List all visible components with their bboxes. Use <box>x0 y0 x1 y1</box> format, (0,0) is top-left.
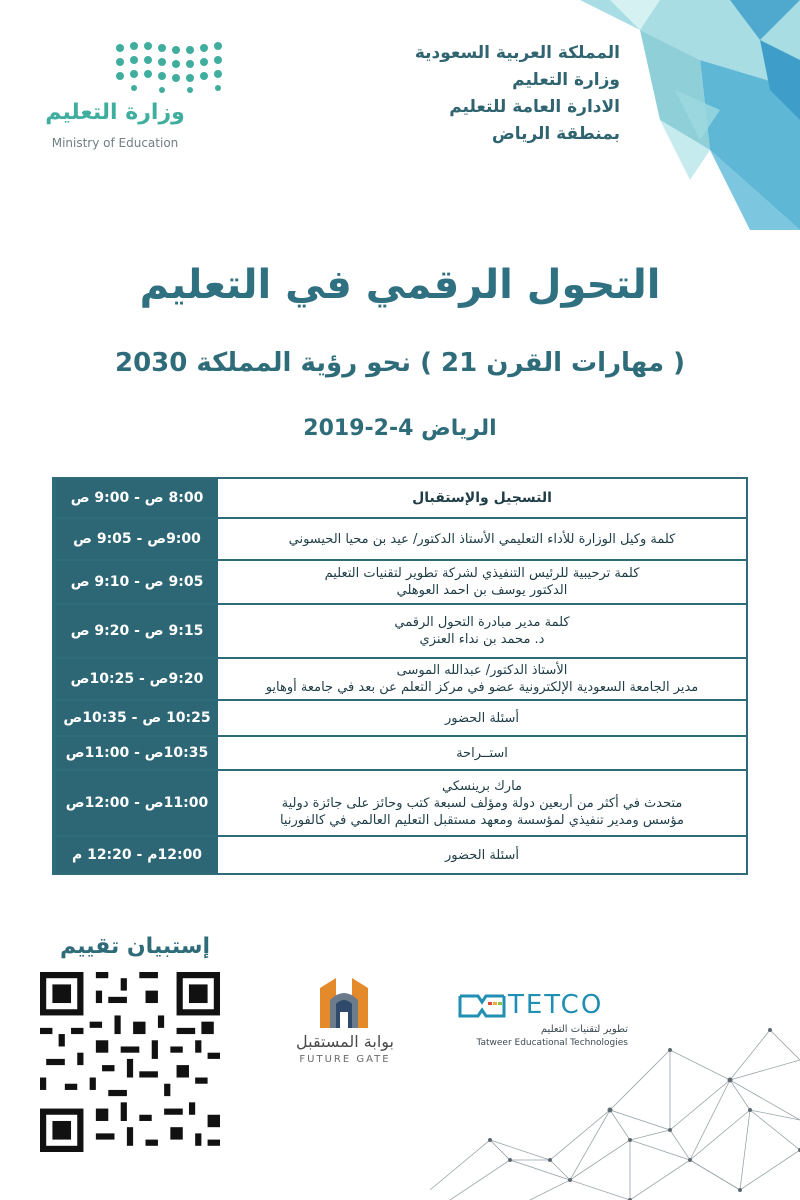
tetco-english: Tatweer Educational Technologies <box>476 1038 628 1048</box>
event-date: الرياض 4-2-2019 <box>303 416 497 441</box>
ministry-logo-english: Ministry of Education <box>51 136 179 150</box>
agenda-row <box>54 605 746 659</box>
agenda-description <box>218 701 746 735</box>
future-gate-logo <box>280 978 410 1073</box>
survey-label: إستبيان تقييم <box>59 934 211 959</box>
decorative-network-art <box>430 1020 800 1200</box>
future-gate-icon <box>316 978 372 1030</box>
agenda-line: كلمة وكيل الوزارة للأداء التعليمي الأستاذ الدكتور/ عيد بن محيا الحيسوني <box>288 531 676 547</box>
authority-line: وزارة التعليم <box>512 70 620 90</box>
agenda-time: 9:05 ص - 9:10 ص <box>54 561 218 603</box>
tetco-book-icon <box>458 992 506 1020</box>
agenda-time: 12:00م - 12:20 م <box>54 837 218 873</box>
agenda-row <box>54 659 746 701</box>
agenda-line: مدير الجامعة السعودية الإلكترونية عضو في مركز التعلم عن بعد في جامعة أوهايو <box>265 680 699 695</box>
agenda-line: د. محمد بن نداء العنزي <box>419 632 545 647</box>
agenda-time: 10:25 ص - 10:35ص <box>54 701 218 735</box>
future-gate-arabic: بوابة المستقبل <box>296 1032 394 1051</box>
agenda-row <box>54 479 746 519</box>
agenda-line: كلمة ترحيبية للرئيس التنفيذي لشركة تطوير لتقنيات التعليم <box>324 566 640 581</box>
agenda-row <box>54 561 746 605</box>
authority-line: بمنطقة الرياض <box>491 124 620 144</box>
agenda-row <box>54 771 746 837</box>
agenda-time: 9:00ص - 9:05 ص <box>54 519 218 559</box>
agenda-description <box>218 659 746 699</box>
ministry-logo <box>40 40 190 160</box>
authority-line: الادارة العامة للتعليم <box>449 97 620 117</box>
agenda-line: التسجيل والإستقبال <box>412 489 552 506</box>
agenda-time: 9:15 ص - 9:20 ص <box>54 605 218 657</box>
agenda-time: 8:00 ص - 9:00 ص <box>54 479 218 517</box>
tetco-arabic: تطوير لتقنيات التعليم <box>540 1024 628 1035</box>
agenda-line: الأستاذ الدكتور/ عبدالله الموسى <box>396 663 568 678</box>
agenda-row <box>54 837 746 873</box>
agenda-line: أسئلة الحضور <box>444 710 520 726</box>
agenda-description <box>218 519 746 559</box>
agenda-table <box>52 477 748 875</box>
agenda-line: الدكتور يوسف بن احمد العوهلي <box>396 583 568 598</box>
tetco-name: TETCO <box>508 990 604 1020</box>
event-title: التحول الرقمي في التعليم <box>139 262 661 308</box>
agenda-line: مارك برينسكي <box>442 778 522 794</box>
agenda-time: 11:00ص - 12:00ص <box>54 771 218 835</box>
qr-code[interactable] <box>40 972 220 1152</box>
ministry-logo-arabic: وزارة التعليم <box>45 100 185 125</box>
agenda-row <box>54 701 746 737</box>
agenda-time: 9:20ص - 10:25ص <box>54 659 218 699</box>
authority-header <box>360 40 620 148</box>
agenda-line: كلمة مدير مبادرة التحول الرقمي <box>394 615 570 630</box>
agenda-line: مؤسس ومدير تنفيذي لمؤسسة ومعهد مستقبل التعليم العالمي في كالفورنيا <box>279 812 685 828</box>
agenda-description <box>218 561 746 603</box>
agenda-line: أسئلة الحضور <box>444 847 520 863</box>
agenda-description <box>218 771 746 835</box>
future-gate-english: FUTURE GATE <box>299 1054 391 1065</box>
agenda-time: 10:35ص - 11:00ص <box>54 737 218 769</box>
agenda-line: متحدث في أكثر من أربعين دولة ومؤلف لسبعة كتب وحائز على جائزة دولية <box>281 795 683 811</box>
agenda-description <box>218 837 746 873</box>
agenda-row <box>54 737 746 771</box>
agenda-description <box>218 479 746 517</box>
agenda-line: استــراحة <box>456 745 508 761</box>
agenda-description <box>218 605 746 657</box>
agenda-description <box>218 737 746 769</box>
authority-line: المملكة العربية السعودية <box>414 43 620 63</box>
agenda-row <box>54 519 746 561</box>
event-subtitle: ( مهارات القرن 21 ) نحو رؤية المملكة 2030 <box>114 348 686 378</box>
ministry-logo-icon <box>110 40 230 98</box>
